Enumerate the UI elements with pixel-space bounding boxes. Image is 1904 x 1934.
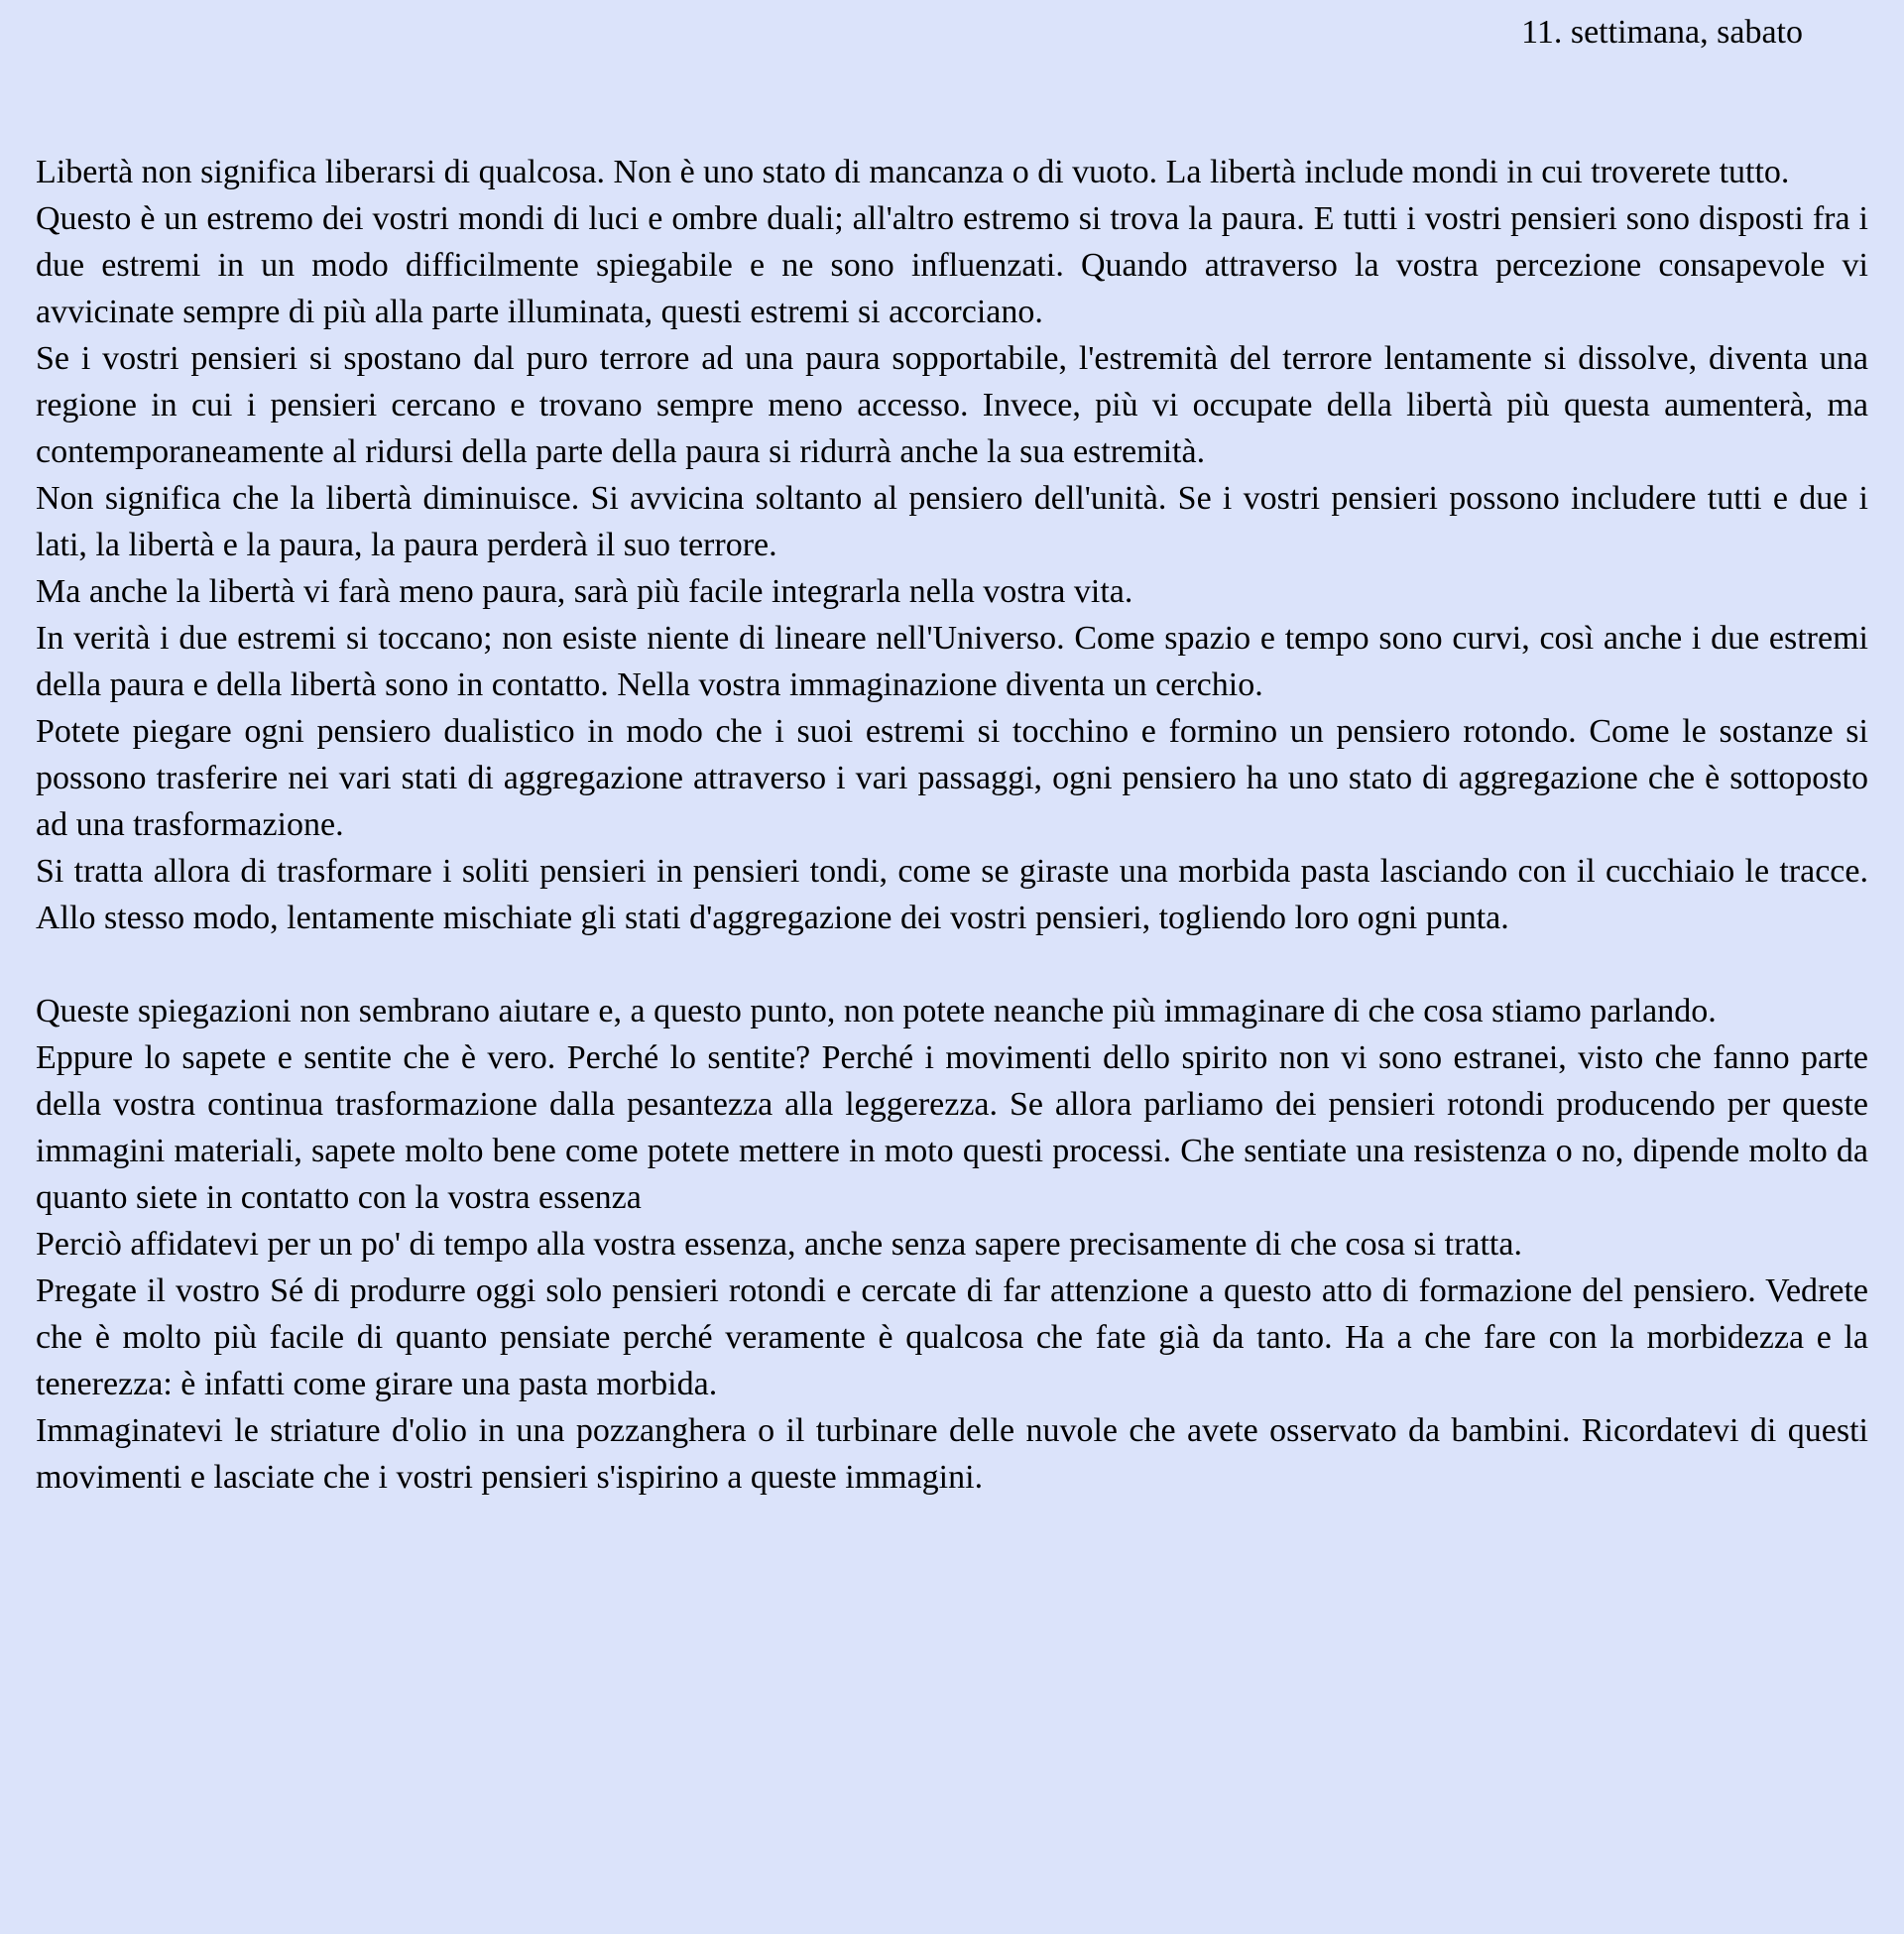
paragraph: Pregate il vostro Sé di produrre oggi solo pensieri rotondi e cercate di far attenzione a questo atto di formazione del pensiero. Vedrete che è molto più facile di quanto pensiate perché veramente è qualcosa che fate già da tanto. Ha a che fare con la morbidezza e la tenerezza: è infatti come girare una pasta morbida. <box>36 1272 1868 1402</box>
document-body <box>36 149 1868 1501</box>
paragraph: Non significa che la libertà diminuisce. Si avvicina soltanto al pensiero dell'unità. Se i vostri pensieri possono includere tutti e due i lati, la libertà e la paura, la paura perderà il suo terrore. <box>36 480 1868 563</box>
paragraph: Se i vostri pensieri si spostano dal puro terrore ad una paura sopportabile, l'estremità del terrore lentamente si dissolve, diventa una regione in cui i pensieri cercano e trovano sempre meno accesso. Invece, più vi occupate della libertà più questa aumenterà, ma contemporaneamente al ridursi della parte della paura si ridurrà anche la sua estremità. <box>36 340 1868 470</box>
paragraph: Potete piegare ogni pensiero dualistico in modo che i suoi estremi si tocchino e formino un pensiero rotondo. Come le sostanze si possono trasferire nei vari stati di aggregazione attraverso i vari passaggi, ogni pensiero ha uno stato di aggregazione che è sottoposto ad una trasformazione. <box>36 713 1868 843</box>
blank-line <box>36 941 1868 988</box>
paragraph: Perciò affidatevi per un po' di tempo alla vostra essenza, anche senza sapere precisamente di che cosa si tratta. <box>36 1226 1522 1263</box>
paragraph: Eppure lo sapete e sentite che è vero. Perché lo sentite? Perché i movimenti dello spirito non vi sono estranei, visto che fanno parte della vostra continua trasformazione dalla pesantezza alla leggerezza. Se allora parliamo dei pensieri rotondi producendo per queste immagini materiali, sapete molto bene come potete mettere in moto questi processi. Che sentiate una resistenza o no, dipende molto da quanto siete in contatto con la vostra essenza <box>36 1039 1868 1216</box>
paragraph: In verità i due estremi si toccano; non esiste niente di lineare nell'Universo. Come spazio e tempo sono curvi, così anche i due estremi della paura e della libertà sono in contatto. Nella vostra immaginazione diventa un cerchio. <box>36 620 1868 703</box>
paragraph: Immaginatevi le striature d'olio in una pozzanghera o il turbinare delle nuvole che avete osservato da bambini. Ricordatevi di questi movimenti e lasciate che i vostri pensieri s'ispirino a queste immagini. <box>36 1412 1868 1496</box>
paragraph: Si tratta allora di trasformare i soliti pensieri in pensieri tondi, come se giraste una morbida pasta lasciando con il cucchiaio le tracce. Allo stesso modo, lentamente mischiate gli stati d'aggregazione dei vostri pensieri, togliendo loro ogni punta. <box>36 853 1868 936</box>
paragraph: Queste spiegazioni non sembrano aiutare e, a questo punto, non potete neanche più immaginare di che cosa stiamo parlando. <box>36 993 1717 1029</box>
paragraph: Libertà non significa liberarsi di qualcosa. Non è uno stato di mancanza o di vuoto. La libertà include mondi in cui troverete tutto. <box>36 154 1790 190</box>
paragraph: Ma anche la libertà vi farà meno paura, sarà più facile integrarla nella vostra vita. <box>36 573 1133 610</box>
paragraph: Questo è un estremo dei vostri mondi di luci e ombre duali; all'altro estremo si trova la paura. E tutti i vostri pensieri sono disposti fra i due estremi in un modo difficilmente spiegabile e ne sono influenzati. Quando attraverso la vostra percezione consapevole vi avvicinate sempre di più alla parte illuminata, questi estremi si accorciano. <box>36 200 1868 330</box>
date-header: 11. settimana, sabato <box>1521 14 1803 51</box>
